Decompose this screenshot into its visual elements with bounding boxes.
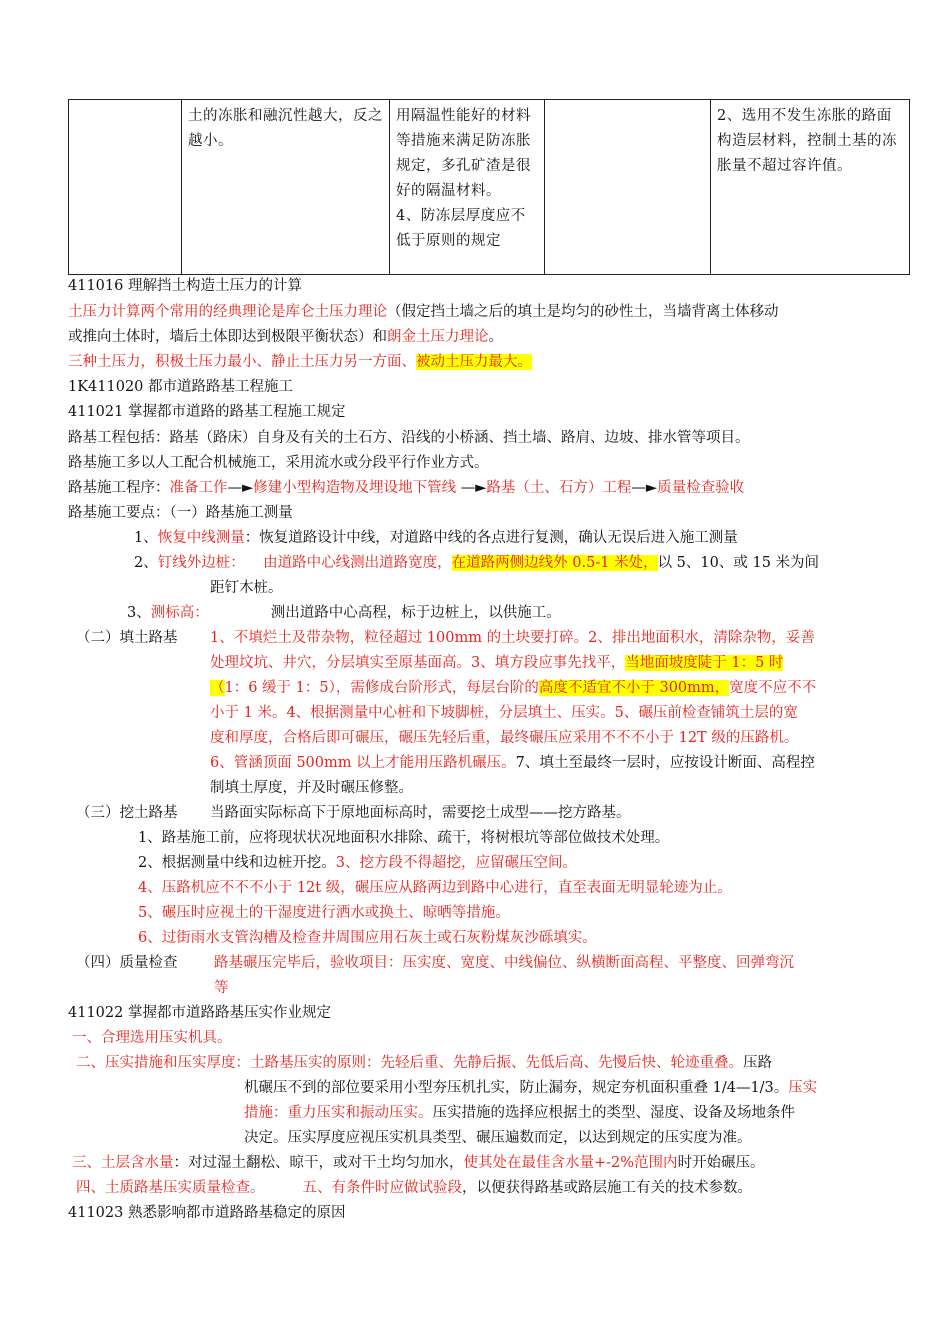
procedure-step: 质量检查验收 (657, 480, 745, 496)
table-cell (545, 100, 711, 275)
text-red: 三种土压力，积极土压力最小、静止土压力另一方面、 (68, 354, 416, 370)
text-red: 6、管涵顶面 500mm 以上才能用压路机碾压。 (210, 755, 516, 771)
heading-411023: 411023 熟悉影响都市道路路基稳定的原因 (68, 1205, 346, 1221)
text: （假定挡土墙之后的填土是均匀的砂性土，当墙背离土体移动 (387, 304, 779, 320)
compaction-2-l4: 决定。压实厚度应视压实机具类型、碾压遍数而定，以达到规定的压实度为准。 (244, 1130, 752, 1146)
text: 2、 (134, 555, 158, 571)
table-cell (69, 100, 182, 275)
procedure-step: 路基（土、石方）工程 (486, 480, 632, 496)
text: 。 (488, 329, 503, 345)
compaction-2-l3 (244, 1101, 795, 1125)
text-red: 土压力计算两个常用的经典理论是库仑土压力理论 (68, 304, 387, 320)
dig-item-2 (138, 851, 577, 875)
earth-pressure-paragraph (68, 300, 779, 324)
text-red: 恢复中线测量 (157, 530, 245, 546)
heading-411021: 411021 掌握都市道路的路基工程施工规定 (68, 404, 346, 420)
text: 1、 (134, 530, 158, 546)
text-highlight: 高度不适宜不小于 300mm， (538, 680, 730, 696)
dig-item-1: 1、路基施工前，应将现状状况地面积水排除、疏干，将树根坑等部位做技术处理。 (138, 830, 670, 846)
text: 压路 (743, 1055, 772, 1071)
text-red: 测标高： (150, 605, 209, 621)
key-points: 路基施工要点：（一）路基施工测量 (68, 505, 293, 521)
arrow-icon: —► (456, 480, 487, 496)
arrow-icon: —► (631, 480, 658, 496)
fill-line-7: 制填土厚度，并及时碾压修整。 (210, 780, 413, 796)
text: 机碾压不到的部位要采用小型夯压机扎实，防止漏夯，规定夯机面积重叠 1/4—1/3。 (244, 1080, 789, 1096)
survey-item-2-l2: 距钉木桩。 (210, 580, 283, 596)
survey-item-2 (134, 551, 819, 575)
table-cell (182, 100, 390, 275)
text: 以 5、10、或 15 米为间 (657, 555, 820, 571)
fill-line-2 (210, 651, 783, 675)
text-red: 处理坟坑、井穴，分层填实至原基面高。3、填方段应事先找平， (210, 655, 626, 671)
cell-text: 4、防冻层厚度应不低于原则的规定 (396, 208, 526, 249)
table-cell (711, 100, 910, 275)
text-highlight: 当地面坡度陡于 1：5 时 (625, 655, 784, 671)
text: 或推向土体时，墙后土体即达到极限平衡状态）和 (68, 329, 387, 345)
text-red: 宽度不应不不 (729, 680, 817, 696)
compaction-4-5 (76, 1176, 752, 1200)
construction-procedure (68, 476, 744, 500)
heading-1k411020: 1K411020 都市道路路基工程施工 (68, 379, 294, 395)
table-row (69, 100, 910, 275)
dig-text: 当路面实际标高下于原地面标高时，需要挖土成型——挖方路基。 (210, 805, 631, 821)
fill-line-5: 度和厚度，合格后即可碾压，碾压先轻后重，最终碾压应采用不不不小于 12T 级的压路机。 (210, 730, 799, 746)
cell-text: 土的冻胀和融沉性越大，反之越小。 (188, 108, 383, 149)
fill-line-3 (210, 676, 816, 700)
text: ：对过湿土翻松、晾干，或对干土均匀加水， (173, 1155, 464, 1171)
compaction-2 (76, 1051, 772, 1075)
text-red: 3、挖方段不得超挖，应留碾压空间。 (335, 855, 577, 871)
text: 时开始碾压。 (677, 1155, 765, 1171)
text: 2、根据测量中线和边桩开挖。 (138, 855, 336, 871)
text: 压实措施的选择应根据土的类型、湿度、设备及场地条件 (432, 1105, 795, 1121)
qc-label: （四）质量检查 (76, 955, 178, 971)
text-red: 朗金土压力理论 (387, 329, 489, 345)
compaction-1: 一、合理选用压实机具。 (72, 1030, 232, 1046)
text-red: 措施：重力压实和振动压实。 (244, 1105, 433, 1121)
fill-label: （二）填土路基 (76, 630, 178, 646)
survey-item-3 (127, 601, 561, 625)
procedure-step: 准备工作 (169, 480, 228, 496)
qc-line-2: 等 (214, 980, 229, 996)
text: 7、填土至最终一层时，应按设计断面、高程控 (515, 755, 815, 771)
fill-line-6 (210, 751, 815, 775)
compaction-2-l2 (244, 1076, 817, 1100)
survey-item-1 (134, 526, 738, 550)
compaction-3 (72, 1151, 765, 1175)
text: ，以便获得路基或路层施工有关的技术参数。 (462, 1180, 752, 1196)
text-red: 由道路中心线测出道路宽度， (263, 555, 452, 571)
fill-line-1: 1、不填烂土及带杂物，粒径超过 100mm 的土块要打碎。2、排出地面积水，清除杂物，妥善 (210, 630, 815, 646)
dig-item-5: 5、碾压时应视土的干湿度进行洒水或换土、晾晒等措施。 (138, 905, 510, 921)
qc-line-1: 路基碾压完毕后，验收项目：压实度、宽度、中线偏位、纵横断面高程、平整度、回弹弯沉 (214, 955, 794, 971)
text: 路基施工程序： (68, 480, 170, 496)
text: ：恢复道路设计中线，对道路中线的各点进行复测，确认无误后进入施工测量 (244, 530, 738, 546)
dig-item-4: 4、压路机应不不不小于 12t 级，碾压应从路两边到路中心进行，直至表面无明显轮迹为止。 (138, 880, 732, 896)
dig-label: （三）挖土路基 (76, 805, 178, 821)
text-red: 钉线外边桩： (157, 555, 245, 571)
text-highlight: 在道路两侧边线外 0.5-1 米处， (451, 555, 658, 571)
text: 3、 (127, 605, 151, 621)
fill-line-4: 小于 1 米。4、根据测量中心桩和下坡脚桩，分层填土、压实。5、碾压前检查铺筑土层的宽 (210, 705, 798, 721)
table-cell (390, 100, 545, 275)
three-pressures (68, 350, 532, 374)
text-red: 使其处在最佳含水量+-2%范围内 (463, 1155, 678, 1171)
text-highlight: 被动土压力最大。 (416, 354, 532, 370)
text-red: 四、土质路基压实质量检查。 (76, 1180, 265, 1196)
dig-item-6: 6、过街雨水支管沟槽及检查井周围应用石灰土或石灰粉煤灰沙砾填实。 (138, 930, 597, 946)
earth-pressure-paragraph-l2 (68, 325, 503, 349)
text-red: 1：6 缓于 1：5），需修成台阶形式，每层台阶的 (224, 680, 539, 696)
procedure-step: 修建小型构造物及埋设地下管线 (253, 480, 457, 496)
text-highlight: （ (210, 680, 225, 696)
arrow-icon: —► (227, 480, 254, 496)
frost-table (68, 99, 910, 275)
text-red: 三、土层含水量 (72, 1155, 174, 1171)
heading-411022: 411022 掌握都市道路路基压实作业规定 (68, 1005, 331, 1021)
heading-411016: 411016 理解挡土构造土压力的计算 (68, 278, 302, 294)
text-red: 五、有条件时应做试验段 (302, 1180, 462, 1196)
text: 测出道路中心高程，标于边桩上，以供施工。 (270, 605, 561, 621)
cell-text: 2、选用不发生冻胀的路面构造层材料，控制土基的冻胀量不超过容许值。 (717, 108, 897, 174)
text-red: 二、压实措施和压实厚度：土路基压实的原则：先轻后重、先静后振、先低后高、先慢后快、轮迹重叠。 (76, 1055, 743, 1071)
subgrade-method: 路基施工多以人工配合机械施工，采用流水或分段平行作业方式。 (68, 455, 489, 471)
text-red: 压实 (788, 1080, 818, 1096)
subgrade-includes: 路基工程包括：路基（路床）自身及有关的土石方、沿线的小桥涵、挡土墙、路肩、边坡、排水管等项目。 (68, 430, 750, 446)
cell-text: 用隔温性能好的材料等措施来满足防冻胀规定，多孔矿渣是很好的隔温材料。 (396, 108, 531, 199)
